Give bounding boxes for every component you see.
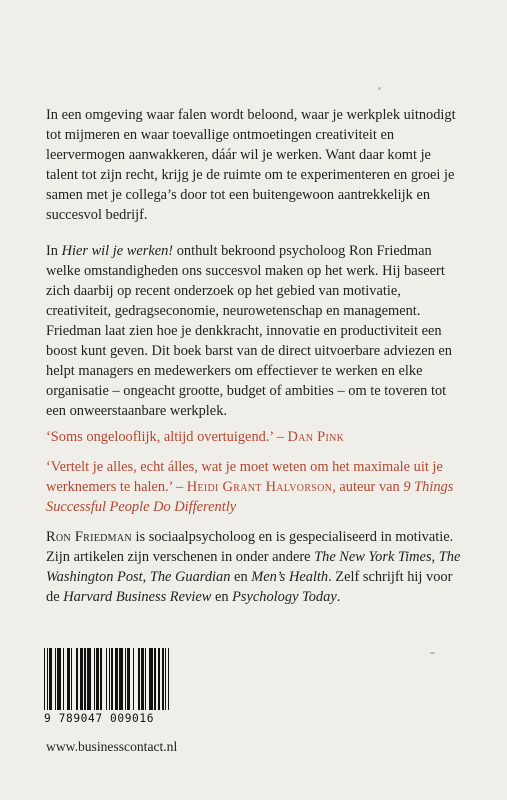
paper-speck	[430, 652, 435, 654]
bio-text: is sociaalpsycholoog en is gespecialiseerd in motivatie. Zijn artikelen zijn verschenen in onder andere	[46, 529, 454, 565]
summary-prefix: In	[46, 243, 62, 259]
publication-name: The New York Times	[314, 549, 432, 565]
summary-paragraph	[46, 241, 464, 421]
publisher-url: www.businesscontact.nl	[46, 739, 178, 754]
publication-name: The Washington Post	[46, 549, 461, 585]
quote-2-text: ‘Vertelt je alles, echt álles, wat je moet weten om het maximale uit je werknemers te halen.’ –	[46, 459, 443, 495]
barcode-bars	[44, 648, 169, 710]
barcode-bar	[168, 648, 169, 710]
publication-name: Men’s Health	[251, 569, 329, 585]
publication-name: The Guardian	[149, 569, 231, 585]
separator: en	[230, 569, 252, 585]
endorsement-quote-1	[46, 427, 464, 447]
separator: en	[211, 589, 233, 605]
summary-text: onthult bekroond psycholoog Ron Friedman welke omstandigheden ons succesvol maken op het werk. Hij baseert zich daarbij op recent onderzoek op het gebied van motivatie, creativiteit, gedragseconomie, neurowetenschap en management. Friedman laat zien hoe je denkkracht, innovatie en productiviteit een boost kunt geven. Dit boek barst van de direct uitvoerbare adviezen en helpt managers en medewerkers om effectiever te werken en elke organisatie – ongeacht grootte, budget of ambities – om te toveren tot een onweerstaanbare werkplek.	[46, 243, 452, 419]
isbn-number: 9 789047 009016	[44, 712, 155, 725]
isbn-barcode	[44, 648, 169, 725]
bio-text: . Zelf schrijft hij voor de	[46, 569, 453, 605]
publication-name: Psychology Today	[232, 589, 337, 605]
book-title: Hier wil je werken!	[61, 243, 174, 259]
publication-name: Harvard Business Review	[63, 589, 212, 605]
intro-paragraph	[46, 105, 464, 225]
author-name: Ron Friedman	[46, 529, 132, 545]
intro-text: In een omgeving waar falen wordt beloond, waar je werkplek uitnodigt tot mijmeren en waar toevallige ontmoetingen creativiteit en leervermogen aanwakkeren, dáár wil je werken. Want daar komt je talent tot zijn recht, krijg je de ruimte om te experimenteren en groei je samen met je collega’s door tot een buitengewoon aantrekkelijk en succesvol bedrijf.	[46, 107, 456, 223]
quote-2-role: , auteur van	[332, 479, 404, 495]
separator: ,	[431, 549, 439, 565]
bio-text: .	[336, 589, 341, 605]
quote-2-book: 9 Things Successful People Do Differently	[46, 479, 454, 515]
paper-speck	[378, 87, 381, 90]
quote-1-text: ‘Soms ongelooflijk, altijd overtuigend.’ –	[46, 429, 288, 445]
endorsement-quote-2	[46, 457, 464, 517]
separator: ,	[142, 569, 150, 585]
author-bio	[46, 527, 464, 607]
quote-2-author: Heidi Grant Halvorson	[186, 479, 333, 495]
quote-1-author: Dan Pink	[287, 429, 345, 445]
